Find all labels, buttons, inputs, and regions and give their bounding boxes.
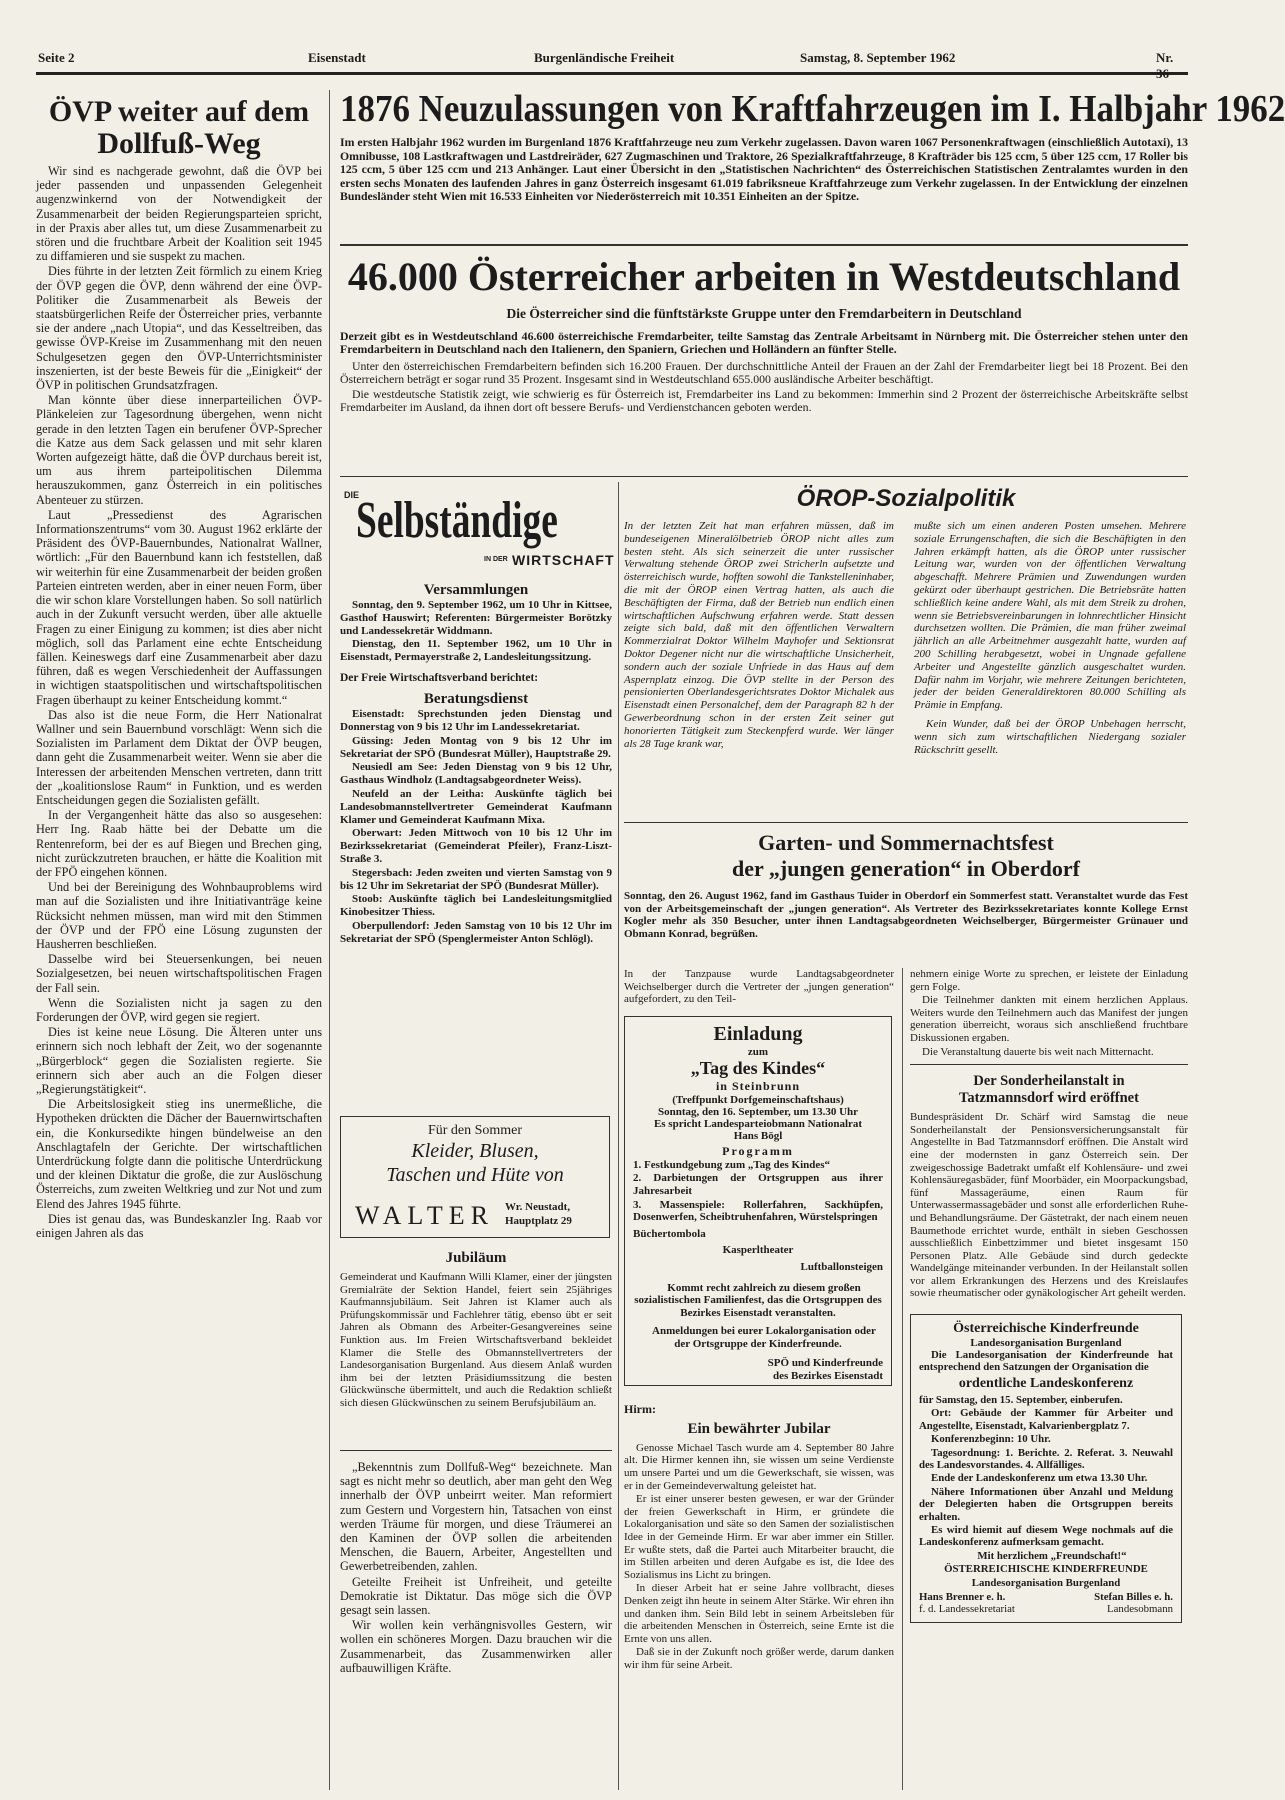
fest-article bbox=[624, 830, 1188, 968]
kinder-signatures bbox=[919, 1591, 1173, 1616]
list-item: Oberwart: Jeden Mittwoch von 10 bis 12 Uhr im Bezirkssekretariat (Gemeinderat Pfeiler), Franz-Liszt-Straße 3. bbox=[340, 827, 612, 866]
jubilaeum-title: Jubiläum bbox=[445, 1250, 507, 1266]
orop-column-2 bbox=[914, 520, 1186, 757]
west-subtitle: Die Österreicher sind die fünftstärkste Gruppe unter den Fremdarbeitern in Deutschland bbox=[506, 306, 1022, 321]
hirm-place: Hirm: bbox=[624, 1401, 656, 1416]
walter-ad bbox=[340, 1116, 610, 1238]
einladung-title: Einladung bbox=[713, 1022, 803, 1045]
einladung-zum: zum bbox=[747, 1045, 769, 1058]
fest-lead: Sonntag, den 26. August 1962, fand im Gasthaus Tuider in Oberdorf ein Sommerfest statt. Veranstaltet wurde das Fest von der Arbeitsgemeinschaft der „jungen generation“. Als Vertreter des Bezirkssekretariates konnte Kollege Ernst Kogler mehr als 350 Besucher, unter ihnen Landtagsabgeordneten Weichselberger, Bürgermeister Grünauer und Obmann Konrad, begrüßen. bbox=[624, 890, 1188, 940]
list-item: 1. Festkundgebung zum „Tag des Kindes“ bbox=[633, 1158, 831, 1171]
paragraph: Wenn die Sozialisten nicht ja sagen zu den Forderungen der ÖVP, wird gegen sie regiert. bbox=[36, 995, 322, 1024]
column-rule bbox=[329, 90, 330, 1790]
ad-address: Wr. Neustadt, bbox=[505, 1201, 571, 1213]
beratungsdienst-list bbox=[340, 708, 612, 945]
einladung-time: Sonntag, den 16. September, um 13.30 Uhr bbox=[657, 1105, 859, 1118]
paragraph: Das also ist die neue Form, die Herr Nationalrat Wallner und sein Bauernbund vorschlägt: Wenn sich die Sozialisten im Parlament dem Diktat der ÖVP beugen, dann geht die Zusammenarbeit weiter. Wenn sie aber die Interessen der arbeitenden Menschen vertreten, dann tritt der „koalitionslose Raum“ in Funktion, und es werden Entscheidungen gegen die Sozialisten gefällt. bbox=[36, 707, 322, 807]
divider bbox=[340, 476, 1188, 477]
einladung-registration: Anmeldungen bei eurer Lokalorganisation oder der Ortsgruppe der Kinderfreunde. bbox=[652, 1325, 876, 1350]
issue-date: Samstag, 8. September 1962 bbox=[800, 50, 956, 65]
paragraph: Dies führte in der letzten Zeit förmlich zu einem Krieg der ÖVP gegen die ÖVP, denn während der eine ÖVP-Politiker die Zusammenarbeit als Beweis der staatsbürgerlichen Reife der Österreicher pries, verbannte sie der andere „nach Utopia“, und das Kesseltreiben, das gewisse ÖVP-Kreise im Zusammenhang mit den neuen Schulgesetzen gegen den ÖVP-Unterrichtsminister inszenierten, ist der beste Beweis für die „Einigkeit“ der ÖVP in politischen Grundsatzfragen. bbox=[36, 264, 322, 393]
divider bbox=[340, 244, 1188, 246]
hirm-article bbox=[624, 1402, 894, 1672]
paragraph: Die westdeutsche Statistik zeigt, wie schwierig es für Österreich ist, Fremdarbeiter ins Land zu bekommen: Immerhin sind 2 Prozent der österreichische Arbeitskräfte selbst Fremdarbeiter im Ausland, da ihnen dort oft bessere Berufs- und Verdienstchancen geboten werden. bbox=[340, 386, 1188, 415]
paragraph: Tagesordnung: 1. Berichte. 2. Referat. 3. Neuwahl des Landesvorstandes. 4. Allfälliges. bbox=[919, 1446, 1173, 1471]
versammlungen-list bbox=[340, 599, 612, 664]
einladung-programm: Programm bbox=[722, 1143, 794, 1158]
paragraph: In dieser Arbeit hat er seine Jahre vollbracht, dieses Denken zeigt ihn heute in seinem Alter Stärke. Wir ehren ihn und danken ihm. Sein Bild lebt in seinem Arbeitsleben für die arbeitenden Menschen in Österreich, seine Ernte ist die Ernte von uns allen. bbox=[624, 1582, 894, 1645]
divider bbox=[340, 1450, 612, 1451]
orop-title: ÖROP-Sozialpolitik bbox=[796, 485, 1016, 512]
hirm-title: Ein bewährter Jubilar bbox=[687, 1420, 831, 1437]
kfz-title: 1876 Neuzulassungen von Kraftfahrzeugen im I. Halbjahr 1962 bbox=[340, 88, 1285, 130]
divider bbox=[910, 1064, 1188, 1065]
fest-title-1: Garten- und Sommernachtsfest bbox=[758, 830, 1054, 855]
heil-title-1: Der Sonderheilanstalt in bbox=[973, 1073, 1125, 1090]
einladung-tag: „Tag des Kindes“ bbox=[690, 1057, 826, 1078]
list-item: Büchertombola bbox=[633, 1227, 706, 1240]
versammlungen-heading: Versammlungen bbox=[423, 582, 529, 598]
middle-column bbox=[624, 968, 894, 1790]
page-number: Seite 2 bbox=[38, 50, 75, 65]
list-item: Oberpullendorf: Jeden Samstag von 10 bis 12 Uhr im Sekretariat der SPÖ (Spenglermeister Anton Schlögl). bbox=[340, 920, 612, 945]
heil-title-2: Tatzmannsdorf wird eröffnet bbox=[959, 1090, 1139, 1107]
hirm-body bbox=[624, 1442, 894, 1672]
logo-text-bottom: WIRTSCHAFT bbox=[512, 552, 615, 568]
paragraph: Dienstag, den 11. September 1962, um 10 Uhr in Eisenstadt, Permayerstraße 2, Landesleitungssitzung. bbox=[340, 638, 612, 664]
list-item: Stoob: Auskünfte täglich bei Landesleitungsmitglied Kinobesitzer Thiess. bbox=[340, 893, 612, 919]
paragraph: Wir sind es nachgerade gewohnt, daß die ÖVP bei jeder passenden und unpassenden Gelegenheit augenzwinkernd von der Notwendigkeit der Zusammenarbeit der beiden Regierungsparteien spricht, in der Praxis aber alles tut, um diese Zusammenarbeit zu stören und die fruchtbare Arbeit der Koalition seit 1945 zu diffamieren und sie suspekt zu machen. bbox=[36, 164, 322, 264]
selbstaendige-logo bbox=[340, 488, 615, 576]
kfz-article bbox=[340, 88, 1285, 240]
kfz-body: Im ersten Halbjahr 1962 wurden im Burgenland 1876 Kraftfahrzeuge neu zum Verkehr zugelassen. Davon waren 1067 Personenkraftwagen (einschließlich Autotaxi), 13 Omnibusse, 108 Lastkraftwagen und Lastdreiräder, 627 Zugmaschinen und Traktore, 26 Spezialkraftfahrzeuge, 8 Krafträder bis 125 ccm, 5 über 125 ccm, 17 Roller bis 125 ccm, 5 über 125 ccm und 213 Anhänger. Laut einer Übersicht in den „Statistischen Nachrichten“ des Österreichischen Statistischen Zentralamtes wurden in den ersten sechs Monaten des laufenden Jahres in ganz Österreich insgesamt 61.019 fabriksneue Kraftfahrzeuge zum Verkehr zugelassen. In der Entwicklung der einzelnen Bundesländer steht Wien mit 16.533 Einheiten vor Niederösterreich mit 10.351 Einheiten an der Spitze. bbox=[340, 135, 1188, 204]
kinder-org: ÖSTERREICHISCHE KINDERFREUNDE bbox=[944, 1563, 1148, 1576]
left-article-body bbox=[36, 164, 322, 1240]
jubilaeum-body: Gemeinderat und Kaufmann Willi Klamer, einer der jüngsten Gremialräte der Sektion Handel, feiert sein 25jähriges Kaufmannsjubiläum. Seit Jahren ist Klamer auch als Prüfungskommissär und Fachlehrer tätig, ebenso übt er seit Jahren als Obmann des Arbeiter-Gesangvereines seine Funktion aus. Im Freien Wirtschaftsverband bekleidet Klamer die Stelle des Obmannstellvertreters der Landesorganisation Burgenland. Aus diesem Anlaß wurden ihm bei der letzten Präsidiumssitzung die besten Glückwünsche übermittelt, und auch die Redaktion schließt sich diesen Glückwünschen zu seinem Berufsjubiläum an. bbox=[340, 1271, 612, 1409]
list-item: Eisenstadt: Sprechstunden jeden Dienstag und Donnerstag von 9 bis 12 Uhr im Landessekretariat. bbox=[340, 708, 612, 734]
kinderfreunde-box bbox=[910, 1314, 1182, 1623]
einladung-call: Kommt recht zahlreich zu diesem großen sozialistischen Familienfest, das die Ortsgruppen des Bezirkes Eisenstadt veranstalten. bbox=[634, 1281, 882, 1319]
right-column bbox=[910, 968, 1188, 1790]
paragraph: In der Vergangenheit hätte das also so ausgesehen: Herr Ing. Raab hätte bei der Debatte um die Rentenreform, bei der es auf Biegen und Brechen ging, nicht zurückzutreten brauchen, er hätte die Koalition mit der FPÖ eingehen können. bbox=[36, 808, 322, 879]
list-item: Stegersbach: Jeden zweiten und vierten Samstag von 9 bis 12 Uhr im Sekretariat der SPÖ (Bundesrat Müller). bbox=[340, 866, 612, 892]
orop-article bbox=[624, 484, 1188, 820]
paragraph: Laut „Pressedienst des Agrarischen Informationszentrums“ vom 30. August 1962 erklärte der Präsident des ÖVP-Bauernbundes, Nationalrat Wallner, wörtlich: „Für den Bauernbund kann ich feststellen, daß wir weiterhin für eine Zusammenarbeit der beiden großen Parteien eintreten werden, aber in einer neuen Form, über die wir schon klare Vorstellungen haben. So soll natürlich auch in der Zukunft versucht werden, über alle aktuelle Fragen zu einer Einigung zu kommen; ist dies aber nicht möglich, soll das Parlament eine echte Entscheidung fällen. Keineswegs darf eine Zusammenarbeit aber dazu führen, daß es wegen Verschiedenheit der Auffassungen in wichtigen staatspolitischen und wirtschaftspolitischen Fragen überhaupt zu keiner Entscheidung kommt.“ bbox=[36, 507, 322, 707]
paragraph: Die Teilnehmer dankten mit einem herzlichen Applaus. Weiters wurde den Teilnehmern auch das Manifest der jungen generation überreicht, woraus sich anschließend fruchtbare Diskussionen ergaben. bbox=[910, 994, 1188, 1044]
signature bbox=[1094, 1591, 1173, 1616]
page-header bbox=[36, 44, 1188, 81]
paragraph: Konferenzbeginn: 10 Uhr. bbox=[931, 1433, 1051, 1446]
kinder-greeting: Mit herzlichem „Freundschaft!“ bbox=[977, 1549, 1127, 1562]
signature-name: Stefan Billes e. h. bbox=[1094, 1590, 1173, 1603]
left-article-continuation bbox=[340, 1460, 612, 1676]
left-article bbox=[36, 96, 322, 1790]
einladung-location: (Treffpunkt Dorfgemeinschaftshaus) bbox=[672, 1093, 844, 1106]
paragraph: Und bei der Bereinigung des Wohnbauproblems wird man auf die Sozialisten und ihre Initiativanträge keine Rücksicht nehmen müssen, man wird mit den Stimmen der ÖVP und der FPÖ eine Lösung zugunsten der Hausherren beschließen. bbox=[36, 880, 322, 951]
logo-text-top: DIE bbox=[344, 490, 360, 500]
west-lead: Derzeit gibt es in Westdeutschland 46.600 österreichische Fremdarbeiter, teilte Samstag das Zentrale Arbeitsamt in Nürnberg mit. Die Österreicher stehen unter den Fremdarbeitern in Deutschland nach den Italienern, den Spaniern, Griechen und Holländern an fünfter Stelle. bbox=[340, 329, 1188, 357]
fest-continued bbox=[910, 968, 1188, 1058]
paragraph: Die Landesorganisation der Kinderfreunde hat entsprechend den Satzungen der Organisation die bbox=[919, 1349, 1173, 1374]
kinder-title: Österreichische Kinderfreunde bbox=[953, 1321, 1139, 1337]
west-article bbox=[340, 252, 1188, 464]
paragraph: „Bekenntnis zum Dollfuß-Weg“ bezeichnete. Man sagt es nicht mehr so deutlich, aber man geht den Weg innerhalb der ÖVP unbeirrt weiter. Man reformiert zum Gestern und Vorgestern hin, Tatsachen von einst werden Träume für morgen, und diese Träumerei an den Kaminen der ÖVP sollen die arbeitenden Menschen, die Bauern, Arbeiter, Angestellten und Gewerbetreibenden, zahlen. bbox=[340, 1460, 612, 1574]
einladung-box bbox=[624, 1016, 892, 1386]
paragraph: Nähere Informationen über Anzahl und Meldung der Delegierten haben die Ortsgruppen bereits erhalten. bbox=[919, 1485, 1173, 1523]
einladung-speaker: Es spricht Landesparteiobmann Nationalrat bbox=[653, 1117, 863, 1130]
paragraph: Dies ist genau das, was Bundeskanzler Ing. Raab vor einigen Jahren als das bbox=[36, 1211, 322, 1241]
jubilaeum-article bbox=[340, 1250, 612, 1410]
paragraph: Man könnte über diese innerparteilichen ÖVP-Plänkeleien zur Tagesordnung übergehen, wenn nicht gerade in den letzten Tagen ein berufener ÖVP-Sprecher die Katze aus dem Sack gelassen und mit sehr klaren Worten aufgezeigt hätte, daß die ÖVP durchaus bereit ist, um aus ihrem parteipolitischen Dilemma herauszukommen, ganz Österreich in ein politisches Abenteuer zu stürzen. bbox=[36, 393, 322, 507]
paragraph: Wir wollen kein verhängnisvolles Gestern, wir wollen ein schöneres Morgen. Dazu brauchen wir die Zusammenarbeit, das Zusammenwirken aller aufbauwilligen Kräfte. bbox=[340, 1618, 612, 1675]
signature-role: f. d. Landessekretariat bbox=[919, 1603, 1015, 1616]
einladung-place: in Steinbrunn bbox=[715, 1078, 801, 1093]
kinder-org: Landesorganisation Burgenland bbox=[971, 1576, 1121, 1589]
paragraph: Die Arbeitslosigkeit stieg ins unermeßliche, die Hypotheken drückten die Dächer der Bauernwirtschaften ein, die Konkursedikte hingen bündelweise an den Anschlagtafeln der Gerichte. Der wirtschaftlichen Unterdrückung folgte dann die politische Unterdrückung und der kleinen Diktatur die große, die zur Auslöschung Österreichs, zum zweiten Weltkrieg und zur Not und zum Elend des Jahres 1945 führte. bbox=[36, 1097, 322, 1211]
ad-brand: WALTER bbox=[355, 1201, 495, 1230]
verband-heading: Der Freie Wirtschaftsverband berichtet: bbox=[340, 671, 539, 684]
place-name: Eisenstadt bbox=[308, 50, 366, 65]
list-item: Neusiedl am See: Jeden Dienstag von 9 bis 12 Uhr, Gasthaus Windholz (Landtagsabgeordneter Weiss). bbox=[340, 761, 612, 787]
kinder-body bbox=[913, 1349, 1179, 1616]
paragraph: für Samstag, den 15. September, einberufen. bbox=[919, 1393, 1123, 1406]
kinder-subtitle: Landesorganisation Burgenland bbox=[970, 1337, 1122, 1350]
paragraph: Die Veranstaltung dauerte bis weit nach Mitternacht. bbox=[922, 1045, 1154, 1058]
paragraph: Genosse Michael Tasch wurde am 4. September 80 Jahre alt. Die Hirmer kennen ihn, sie wissen um seine Verdienste um unsere Partei und um die Gewerkschaft, sie wissen, was er in der Gemeindeverwaltung geleistet hat. bbox=[624, 1441, 894, 1492]
kinder-conference: ordentliche Landeskonferenz bbox=[958, 1375, 1134, 1391]
einladung-speaker-name: Hans Bögl bbox=[733, 1129, 783, 1142]
issue-number: Nr. 36 bbox=[1156, 50, 1174, 81]
orop-column-1: In der letzten Zeit hat man erfahren müssen, daß im bundeseigenen Mineralölbetrieb ÖROP nicht alles zum besten steht. Als sich seinerzeit die unter russischer Verwaltung stehende ÖROP zwei Stricherln aufsetzte und österreichisch wurde, hofften sowohl die Tankstelleninhaber, die mit der ÖROP einen Vertrag hatten, als auch die Beschäftigten der Firma, daß der Betrieb nun endlich einen wirtschaftlichen Aufschwung erfahren werde. Statt dessen zeigte sich bald, daß mit den öffentlichen Verwaltern Kommerzialrat Doktor Wilhelm Mayhofer und Sektionsrat Doktor Degener nicht nur die wirtschaftliche Unsicherheit, sondern auch der soziale Unfriede in das Haus auf dem Aspernplatz einzog. Die ÖVP stellte in der Person des pensionierten Oberlandesgerichtsrates Doktor Michalek aus Eisenstadt einen Personalchef, dem der Paragraph 82 h der Gewerbeordnung schon in der ersten Zeit seiner gut honorierten Tätigkeit zum Steckenpferd wurde. Wer länger als 28 Tage krank war, bbox=[624, 520, 894, 750]
list-item: Kasperltheater bbox=[722, 1244, 794, 1257]
column-rule bbox=[902, 968, 903, 1790]
paragraph: Dasselbe wird bei Steuersenkungen, bei neuen Sozialgesetzen, bei neuen wirtschaftspolitischen Fragen der Fall sein. bbox=[36, 952, 322, 995]
list-item: Neufeld an der Leitha: Auskünfte täglich bei Landesobmannstellvertreter Gemeinderat Kaufmann Klamer und Gemeinderat Kaufmann Mixa. bbox=[340, 788, 612, 826]
paragraph: Ende der Landeskonferenz um etwa 13.30 Uhr. bbox=[931, 1472, 1148, 1485]
newspaper-name: Burgenländische Freiheit bbox=[534, 50, 675, 65]
list-item: 2. Darbietungen der Ortsgruppen aus ihrer Jahresarbeit bbox=[633, 1172, 883, 1197]
west-title: 46.000 Österreicher arbeiten in Westdeutschland bbox=[347, 254, 1181, 299]
list-item: 3. Massenspiele: Rollerfahren, Sackhüpfen, Dosenwerfen, Scheibtruhenfahren, Würstelspringen bbox=[633, 1198, 883, 1224]
heilanstalt-article bbox=[910, 1073, 1188, 1300]
paragraph: Kein Wunder, daß bei der ÖROP Unbehagen herrscht, wenn sich zum wirtschaftlichen Niedergang sozialer Rückschritt gesellt. bbox=[914, 717, 1186, 756]
signature bbox=[919, 1591, 1015, 1616]
paragraph: Sonntag, den 9. September 1962, um 10 Uhr in Kittsee, Gasthof Hauswirt; Referenten: Bürgermeister Borötzky und Landessekretär Widdmann. bbox=[340, 599, 612, 637]
einladung-signature: des Bezirkes Eisenstadt bbox=[773, 1370, 883, 1383]
fest-title-2: der „jungen generation“ in Oberdorf bbox=[732, 856, 1080, 881]
paragraph: nehmern einige Worte zu sprechen, er leistete der Einladung gern Folge. bbox=[910, 968, 1188, 993]
logo-text-main: Selbständige bbox=[356, 492, 558, 549]
column-rule bbox=[618, 482, 619, 1790]
paragraph: Ort: Gebäude der Kammer für Arbeiter und Angestellte, Eisenstadt, Kalvarienbergplatz 7. bbox=[919, 1407, 1173, 1432]
fest-paragraph: In der Tanzpause wurde Landtagsabgeordneter Weichselberger durch die Vertreter der „jungen generation“ aufgefordert, zu den Teil- bbox=[624, 968, 894, 1006]
list-item: Luftballonsteigen bbox=[800, 1260, 883, 1273]
paragraph: Er ist einer unserer besten gewesen, er war der Gründer der freien Gewerkschaft in Hirm, er gründete die Lokalorganisation und säte so den Samen der sozialistischen Idee in der Gemeinde Hirm. Er war aber immer ein Stiller. Er wußte stets, daß die Partei auch Mitarbeiter braucht, die im Stillen arbeiten und deren Aufgabe es ist, die Idee des Sozialismus ins Licht zu bringen. bbox=[624, 1493, 894, 1581]
ad-line: Kleider, Blusen, bbox=[411, 1140, 539, 1162]
list-item: Güssing: Jeden Montag von 9 bis 12 Uhr im Sekretariat der SPÖ (Bundesrat Müller), Hauptstraße 29. bbox=[340, 734, 612, 760]
beratungsdienst-heading: Beratungsdienst bbox=[423, 691, 529, 708]
paragraph: Es wird hiemit auf diesem Wege nochmals auf die Landeskonferenz aufmerksam gemacht. bbox=[919, 1523, 1173, 1549]
paragraph: mußte sich um einen anderen Posten umsehen. Mehrere soziale Errungenschaften, die sich die Beschäftigten in den Jahren erkämpft hatten, als die ÖROP unter russischer Leitung war, wurden von der öffentlichen Verwaltung abgeschafft. Mehrere Prämien und Zuwendungen wurden gekürzt oder überhaupt gestrichen. Die Betriebsräte hatten schließlich keine andere Wahl, als mit dem Streik zu drohen, wenn sie Betriebsvereinbarungen in lohnrechtlicher Hinsicht durchsetzen wollten. Die Prämien, die man früher zweimal jährlich an alle Arbeitnehmer ausgezahlt hatte, wurden auf 200 Schilling herabgesetzt, wobei in Ungnade gefallene Arbeiter und Angestellte gänzlich ausgeschaltet wurden. Dafür nahm im Vorjahr, wie mehrere Zeitungen berichteten, jeder der beiden Generaldirektoren 80.000 Schilling als Prämie in Empfang. bbox=[914, 520, 1186, 712]
west-body bbox=[340, 360, 1188, 415]
paragraph: Geteilte Freiheit ist Unfreiheit, und geteilte Demokratie ist Diktatur. Das möge sich die ÖVP gesagt sein lassen. bbox=[340, 1574, 612, 1618]
paragraph: Dies ist keine neue Lösung. Die Älteren unter uns erinnern sich noch lebhaft der Zeit, wo der sogenannte „Bürgerblock“ gegen die Sozialisten regierte. Sie erinnern sich aber auch an die Folgen dieser „Regierungstätigkeit“. bbox=[36, 1025, 322, 1096]
paragraph: Daß sie in der Zukunft noch größer werde, darum danken wir ihm für seine Arbeit. bbox=[624, 1646, 894, 1671]
left-article-title: ÖVP weiter auf dem Dollfuß-Weg bbox=[48, 95, 310, 160]
heil-body: Bundespräsident Dr. Schärf wird Samstag die neue Sonderheilanstalt der Pensionsversicherungsanstalt für Angestellte in Bad Tatzmannsdorf eröffnen. Die Anstalt wird eine der modernsten in ganz Österreich sein. Der zweigeschossige Badetrakt umfaßt elf Kohlensäure- und zwei Kohlensäuregasbäder, fünf Moorbäder, ein Moorpackungsbad, fünf Massageräume, einen Raum für Unterwassermassagebäder und sonst alle erforderlichen Ruhe- und Behandlungsräume. Der Gästetrakt, der nach einem neuen Baumethode errichtet wurde, enthält in sieben Geschossen ausschließlich Einbettzimmer und bietet insgesamt 150 Personen Platz. Alle Gebäude sind durch gedeckte Wandelgänge miteinander verbunden. In der Heilanstalt sollen vor allem Erkrankungen des Herzens und des Kreislaufes sowie rheumatischer oder gynäkologischer Art geheilt werden. bbox=[910, 1111, 1188, 1300]
ad-address: Hauptplatz 29 bbox=[505, 1215, 572, 1227]
selbstaendige-column bbox=[340, 488, 615, 1790]
signature-name: Hans Brenner e. h. bbox=[919, 1590, 1006, 1603]
einladung-signature: SPÖ und Kinderfreunde bbox=[767, 1356, 883, 1369]
signature-role: Landesobmann bbox=[1107, 1603, 1173, 1616]
divider bbox=[624, 822, 1188, 823]
logo-text-in: IN DER bbox=[484, 556, 508, 563]
paragraph: Unter den österreichischen Fremdarbeitern befinden sich 16.200 Frauen. Der durchschnittliche Anteil der Frauen an der Zahl der Fremdarbeiter liegt bei 18 Prozent. Bei den Österreichern beträgt er sogar rund 35 Prozent. Insgesamt sind in Westdeutschland 655.000 ausländische Arbeiter beschäftigt. bbox=[340, 358, 1188, 387]
ad-line: Taschen und Hüte von bbox=[386, 1164, 564, 1186]
ad-line: Für den Sommer bbox=[427, 1123, 523, 1138]
einladung-program-list bbox=[625, 1159, 891, 1383]
